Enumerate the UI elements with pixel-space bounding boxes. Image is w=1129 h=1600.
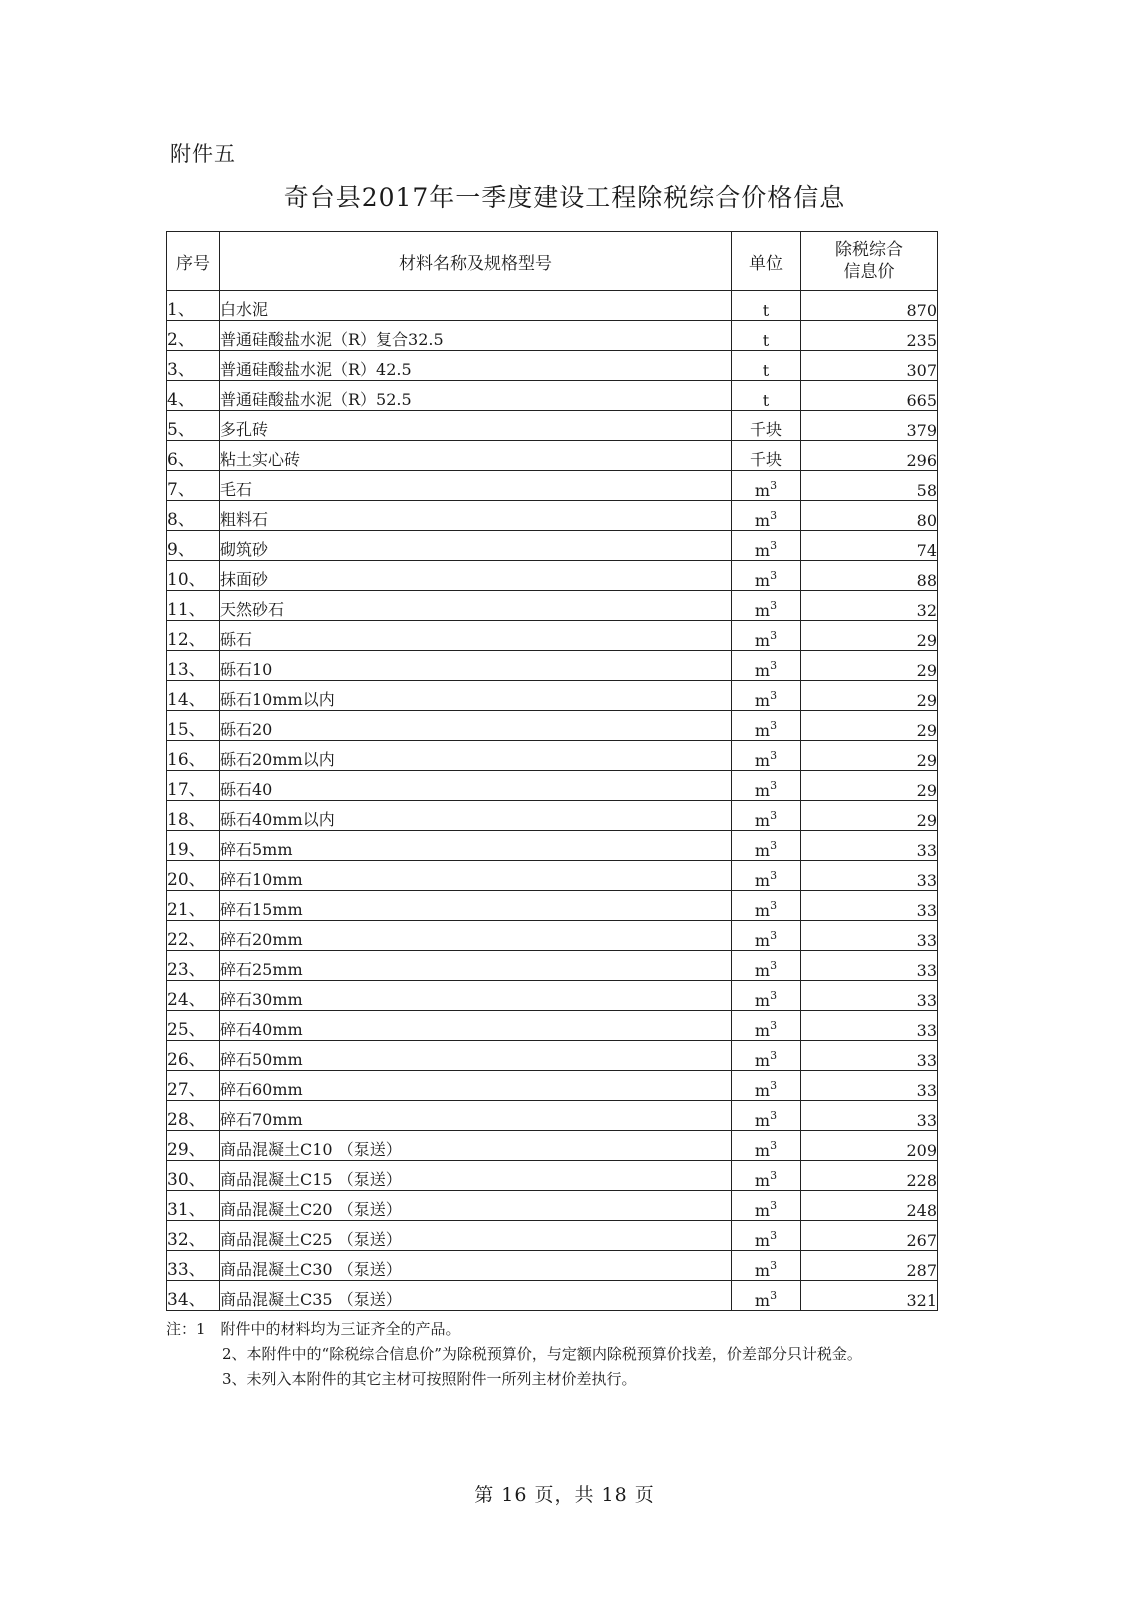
row-no: 14、 [167, 681, 220, 711]
row-unit [732, 951, 801, 981]
table-row [167, 1191, 938, 1221]
row-unit-superscript: 3 [770, 989, 778, 1002]
row-unit [732, 1221, 801, 1251]
row-unit-text: m [754, 631, 771, 650]
row-unit-text: m [754, 841, 771, 860]
table-body [167, 291, 938, 1311]
row-unit [732, 591, 801, 621]
row-no: 26、 [167, 1041, 220, 1071]
row-name: 碎石60mm [220, 1071, 732, 1101]
row-name: 砾石20mm以内 [220, 741, 732, 771]
row-unit [732, 771, 801, 801]
table-row [167, 1161, 938, 1191]
row-price: 32 [801, 591, 938, 621]
row-price: 33 [801, 1041, 938, 1071]
row-price: 235 [801, 321, 938, 351]
row-price: 88 [801, 561, 938, 591]
row-price: 296 [801, 441, 938, 471]
row-unit-superscript: 3 [770, 479, 778, 492]
row-unit-superscript: 3 [770, 809, 778, 822]
table-row [167, 351, 938, 381]
table-row [167, 471, 938, 501]
table-row [167, 321, 938, 351]
row-no: 31、 [167, 1191, 220, 1221]
row-no: 21、 [167, 891, 220, 921]
row-unit [732, 1251, 801, 1281]
row-unit-text: m [754, 601, 771, 620]
row-name: 普通硅酸盐水泥（R）52.5 [220, 381, 732, 411]
row-unit [732, 291, 801, 321]
row-unit-superscript: 3 [770, 749, 778, 762]
note-2: 2、本附件中的“除税综合信息价”为除税预算价，与定额内除税预算价找差，价差部分只计税金。 [222, 1345, 862, 1363]
row-name: 碎石5mm [220, 831, 732, 861]
row-name: 商品混凝土C20 （泵送） [220, 1191, 732, 1221]
row-no: 8、 [167, 501, 220, 531]
row-unit-superscript: 3 [770, 899, 778, 912]
row-name: 商品混凝土C15 （泵送） [220, 1161, 732, 1191]
row-name: 碎石10mm [220, 861, 732, 891]
note-3: 3、未列入本附件的其它主材可按照附件一所列主材价差执行。 [222, 1370, 637, 1388]
row-unit [732, 1191, 801, 1221]
row-unit-text: m [754, 661, 771, 680]
row-no: 20、 [167, 861, 220, 891]
row-name: 砾石10mm以内 [220, 681, 732, 711]
row-unit-text: m [754, 1021, 771, 1040]
row-name: 商品混凝土C30 （泵送） [220, 1251, 732, 1281]
table-row [167, 1071, 938, 1101]
row-name: 白水泥 [220, 291, 732, 321]
row-no: 4、 [167, 381, 220, 411]
row-no: 25、 [167, 1011, 220, 1041]
row-unit [732, 1281, 801, 1311]
table-row [167, 621, 938, 651]
row-no: 30、 [167, 1161, 220, 1191]
row-unit-text: m [754, 541, 771, 560]
price-table [166, 231, 938, 1311]
row-unit-text: m [754, 1291, 771, 1310]
page-number: 第 16 页，共 18 页 [474, 1484, 655, 1506]
row-unit [732, 681, 801, 711]
row-price: 29 [801, 711, 938, 741]
row-unit [732, 921, 801, 951]
row-unit-superscript: 3 [770, 929, 778, 942]
table-row [167, 1041, 938, 1071]
table-row [167, 1011, 938, 1041]
row-unit-text: m [754, 571, 771, 590]
row-unit-text: m [754, 991, 771, 1010]
row-no: 3、 [167, 351, 220, 381]
row-unit [732, 501, 801, 531]
table-row [167, 951, 938, 981]
row-unit-superscript: 3 [770, 1019, 778, 1032]
row-unit [732, 441, 801, 471]
row-unit-superscript: 3 [770, 1109, 778, 1122]
row-unit-text: m [754, 481, 771, 500]
row-unit-text: m [754, 1081, 771, 1100]
row-name: 商品混凝土C10 （泵送） [220, 1131, 732, 1161]
row-no: 15、 [167, 711, 220, 741]
row-unit-text: 千块 [749, 450, 782, 469]
table-row [167, 711, 938, 741]
row-unit-text: m [754, 1231, 771, 1250]
row-price: 665 [801, 381, 938, 411]
row-unit-superscript: 3 [770, 659, 778, 672]
row-no: 1、 [167, 291, 220, 321]
row-unit [732, 531, 801, 561]
row-unit-superscript: 3 [770, 1079, 778, 1092]
row-price: 228 [801, 1161, 938, 1191]
row-unit-text: t [762, 361, 770, 380]
row-price: 29 [801, 801, 938, 831]
row-name: 天然砂石 [220, 591, 732, 621]
table-row [167, 801, 938, 831]
row-name: 碎石40mm [220, 1011, 732, 1041]
row-unit-superscript: 3 [770, 1229, 778, 1242]
row-unit-superscript: 3 [770, 779, 778, 792]
table-row [167, 651, 938, 681]
row-price: 33 [801, 1011, 938, 1041]
row-unit [732, 471, 801, 501]
row-no: 17、 [167, 771, 220, 801]
table-row [167, 861, 938, 891]
row-no: 16、 [167, 741, 220, 771]
header-price-line2: 信息价 [843, 262, 895, 282]
row-unit [732, 1131, 801, 1161]
table-row [167, 291, 938, 321]
row-name: 碎石30mm [220, 981, 732, 1011]
row-unit-superscript: 3 [770, 689, 778, 702]
row-unit [732, 381, 801, 411]
header-no: 序号 [167, 232, 220, 291]
row-unit-text: m [754, 961, 771, 980]
row-price: 80 [801, 501, 938, 531]
row-unit-text: m [754, 1141, 771, 1160]
row-unit-text: m [754, 901, 771, 920]
row-unit [732, 1041, 801, 1071]
row-name: 普通硅酸盐水泥（R）复合32.5 [220, 321, 732, 351]
row-unit-text: 千块 [749, 420, 782, 439]
table-row [167, 741, 938, 771]
row-name: 碎石70mm [220, 1101, 732, 1131]
row-unit-text: t [762, 301, 770, 320]
row-unit [732, 741, 801, 771]
table-row [167, 891, 938, 921]
attachment-label: 附件五 [170, 142, 236, 166]
row-no: 32、 [167, 1221, 220, 1251]
row-no: 7、 [167, 471, 220, 501]
row-unit-superscript: 3 [770, 1199, 778, 1212]
row-price: 33 [801, 891, 938, 921]
row-unit [732, 1071, 801, 1101]
row-price: 33 [801, 861, 938, 891]
table-row [167, 381, 938, 411]
header-price [801, 232, 938, 291]
table-row [167, 1221, 938, 1251]
table-row [167, 1281, 938, 1311]
row-unit-text: t [762, 331, 770, 350]
table-row [167, 411, 938, 441]
row-no: 6、 [167, 441, 220, 471]
row-name: 碎石50mm [220, 1041, 732, 1071]
row-unit [732, 1011, 801, 1041]
row-price: 248 [801, 1191, 938, 1221]
row-unit [732, 711, 801, 741]
row-price: 29 [801, 741, 938, 771]
table-row [167, 1131, 938, 1161]
row-unit-text: m [754, 751, 771, 770]
row-no: 22、 [167, 921, 220, 951]
row-unit-text: m [754, 1051, 771, 1070]
row-unit-superscript: 3 [770, 509, 778, 522]
row-unit-superscript: 3 [770, 1049, 778, 1062]
row-price: 870 [801, 291, 938, 321]
row-name: 碎石20mm [220, 921, 732, 951]
row-unit-superscript: 3 [770, 959, 778, 972]
row-name: 砾石40mm以内 [220, 801, 732, 831]
row-price: 321 [801, 1281, 938, 1311]
row-unit [732, 801, 801, 831]
row-unit [732, 891, 801, 921]
row-name: 碎石25mm [220, 951, 732, 981]
row-no: 29、 [167, 1131, 220, 1161]
row-unit [732, 651, 801, 681]
row-unit [732, 321, 801, 351]
row-no: 34、 [167, 1281, 220, 1311]
row-unit-superscript: 3 [770, 869, 778, 882]
row-name: 商品混凝土C25 （泵送） [220, 1221, 732, 1251]
row-name: 砾石40 [220, 771, 732, 801]
row-no: 11、 [167, 591, 220, 621]
row-no: 10、 [167, 561, 220, 591]
page-title: 奇台县2017年一季度建设工程除税综合价格信息 [283, 183, 846, 212]
row-name: 多孔砖 [220, 411, 732, 441]
row-price: 379 [801, 411, 938, 441]
row-no: 19、 [167, 831, 220, 861]
row-unit [732, 621, 801, 651]
row-name: 粘土实心砖 [220, 441, 732, 471]
row-price: 33 [801, 981, 938, 1011]
header-price-line1: 除税综合 [835, 240, 903, 260]
row-unit-superscript: 3 [770, 1169, 778, 1182]
row-no: 28、 [167, 1101, 220, 1131]
row-unit-superscript: 3 [770, 539, 778, 552]
row-price: 29 [801, 681, 938, 711]
row-no: 18、 [167, 801, 220, 831]
row-unit-text: m [754, 691, 771, 710]
table-row [167, 981, 938, 1011]
row-name: 粗料石 [220, 501, 732, 531]
row-unit-text: m [754, 931, 771, 950]
row-name: 砾石 [220, 621, 732, 651]
row-unit-text: m [754, 871, 771, 890]
row-price: 33 [801, 831, 938, 861]
row-unit-text: m [754, 811, 771, 830]
row-unit-superscript: 3 [770, 629, 778, 642]
row-price: 267 [801, 1221, 938, 1251]
row-no: 5、 [167, 411, 220, 441]
table-row [167, 561, 938, 591]
table-row [167, 1101, 938, 1131]
row-unit-superscript: 3 [770, 1139, 778, 1152]
row-price: 307 [801, 351, 938, 381]
row-unit [732, 411, 801, 441]
row-no: 23、 [167, 951, 220, 981]
table-row [167, 1251, 938, 1281]
row-unit [732, 351, 801, 381]
note-1: 注：1 附件中的材料均为三证齐全的产品。 [166, 1320, 461, 1338]
row-unit-superscript: 3 [770, 1259, 778, 1272]
row-name: 砌筑砂 [220, 531, 732, 561]
row-unit-superscript: 3 [770, 1289, 778, 1302]
row-name: 商品混凝土C35 （泵送） [220, 1281, 732, 1311]
row-unit-superscript: 3 [770, 599, 778, 612]
row-price: 33 [801, 951, 938, 981]
row-unit-superscript: 3 [770, 719, 778, 732]
row-no: 2、 [167, 321, 220, 351]
row-no: 13、 [167, 651, 220, 681]
table-row [167, 591, 938, 621]
row-name: 毛石 [220, 471, 732, 501]
row-no: 27、 [167, 1071, 220, 1101]
row-name: 砾石10 [220, 651, 732, 681]
row-unit-text: m [754, 781, 771, 800]
row-no: 9、 [167, 531, 220, 561]
row-name: 碎石15mm [220, 891, 732, 921]
row-unit [732, 1161, 801, 1191]
row-price: 287 [801, 1251, 938, 1281]
table-row [167, 921, 938, 951]
row-unit [732, 861, 801, 891]
row-price: 29 [801, 621, 938, 651]
row-price: 29 [801, 771, 938, 801]
table-row [167, 831, 938, 861]
row-price: 29 [801, 651, 938, 681]
header-unit: 单位 [732, 232, 801, 291]
table-row [167, 681, 938, 711]
row-unit-text: m [754, 511, 771, 530]
row-price: 33 [801, 1071, 938, 1101]
row-unit [732, 1101, 801, 1131]
table-row [167, 501, 938, 531]
row-unit-text: m [754, 1201, 771, 1220]
row-price: 74 [801, 531, 938, 561]
table-row [167, 771, 938, 801]
table-row [167, 531, 938, 561]
notes [166, 1317, 936, 1392]
row-price: 33 [801, 921, 938, 951]
row-name: 砾石20 [220, 711, 732, 741]
row-no: 12、 [167, 621, 220, 651]
row-unit-text: m [754, 1261, 771, 1280]
row-unit-text: m [754, 721, 771, 740]
row-unit [732, 561, 801, 591]
row-price: 33 [801, 1101, 938, 1131]
table-header-row [167, 232, 938, 291]
row-price: 58 [801, 471, 938, 501]
row-name: 普通硅酸盐水泥（R）42.5 [220, 351, 732, 381]
row-no: 24、 [167, 981, 220, 1011]
row-unit-superscript: 3 [770, 569, 778, 582]
row-unit-text: t [762, 391, 770, 410]
row-unit [732, 981, 801, 1011]
row-unit-superscript: 3 [770, 839, 778, 852]
row-no: 33、 [167, 1251, 220, 1281]
table-row [167, 441, 938, 471]
row-unit-text: m [754, 1171, 771, 1190]
row-name: 抹面砂 [220, 561, 732, 591]
header-name: 材料名称及规格型号 [220, 232, 732, 291]
row-unit [732, 831, 801, 861]
row-price: 209 [801, 1131, 938, 1161]
row-unit-text: m [754, 1111, 771, 1130]
